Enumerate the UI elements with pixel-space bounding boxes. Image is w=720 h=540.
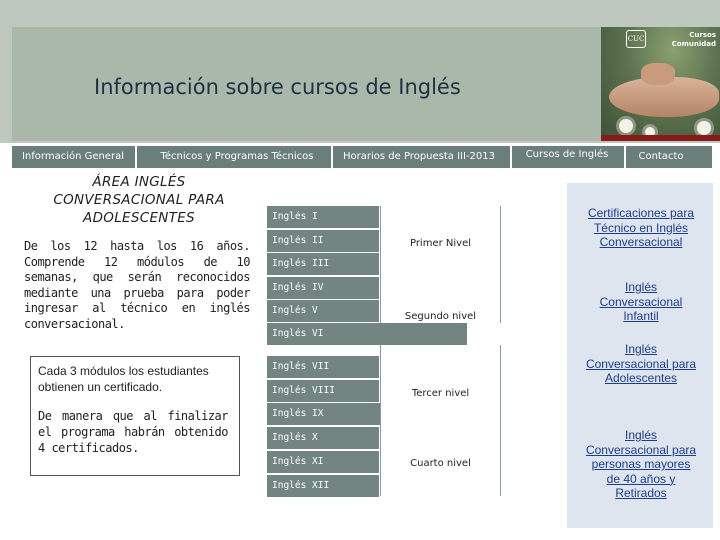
module-row: Inglés V <box>267 300 379 322</box>
section-title-line-3: ADOLESCENTES <box>83 210 195 226</box>
sidebar-link-adolescentes[interactable]: Inglés Conversacional para Adolescentes <box>585 342 697 385</box>
nav-item-informacion-general[interactable]: Información General <box>21 151 125 162</box>
section-title <box>40 173 238 227</box>
sidebar-link-mayores[interactable]: Inglés Conversacional para personas mayores de 40 años y Retirados <box>585 428 697 500</box>
module-row: Inglés XI <box>267 451 379 473</box>
module-row: Inglés III <box>267 253 379 275</box>
brand-logo-text <box>650 31 716 49</box>
certificate-note-2: De manera que al finalizar el programa habrán obtenido 4 certificados. <box>38 409 228 455</box>
program-description: De los 12 hasta los 16 años. Comprende 12 módulos de 10 semanas, que serán reconocidos mediante una prueba para poder ingresar al técnico en inglés conversacional. <box>24 239 250 331</box>
nav-item-cursos-ingles[interactable]: Cursos de Inglés <box>525 149 609 160</box>
brand-line-2: Comunidad <box>671 40 716 48</box>
level-label: Segundo nivel <box>404 311 477 322</box>
level-cell <box>380 206 501 323</box>
certificate-note-1: Cada 3 módulos los estudiantes obtienen un certificado. <box>38 364 209 394</box>
brand-line-1: Cursos <box>689 31 716 39</box>
module-row: Inglés VII <box>267 356 379 378</box>
page-title: Información sobre cursos de Inglés <box>94 75 461 99</box>
module-row: Inglés X <box>267 427 379 449</box>
module-row: Inglés XII <box>267 475 379 497</box>
module-row: Inglés IV <box>267 277 379 299</box>
sidebar-link-certificaciones[interactable]: Certificaciones para Técnico en Inglés Conversacional <box>587 206 695 249</box>
module-row: Inglés VI <box>267 323 467 345</box>
module-row: Inglés I <box>267 206 379 228</box>
nav-item-tecnicos[interactable]: Técnicos y Programas Técnicos <box>160 151 314 162</box>
module-row: Inglés IX <box>267 403 467 425</box>
level-label: Cuarto nivel <box>410 458 471 469</box>
section-title-line-2: CONVERSACIONAL PARA <box>53 192 225 208</box>
level-cell <box>380 345 501 496</box>
nav-item-horarios[interactable]: Horarios de Propuesta III-2013 <box>343 151 495 162</box>
nav-divider <box>135 146 137 168</box>
module-row: Inglés VIII <box>267 380 379 402</box>
sidebar-link-infantil[interactable]: Inglés Conversacional Infantil <box>599 280 683 323</box>
section-title-line-1: ÁREA INGLÉS <box>92 174 186 190</box>
module-row: Inglés II <box>267 230 379 252</box>
level-label: Primer Nivel <box>409 238 472 249</box>
nav-item-contacto[interactable]: Contacto <box>638 151 684 162</box>
brand-logo-icon: CUC <box>626 30 646 48</box>
level-label: Tercer nivel <box>411 388 470 399</box>
